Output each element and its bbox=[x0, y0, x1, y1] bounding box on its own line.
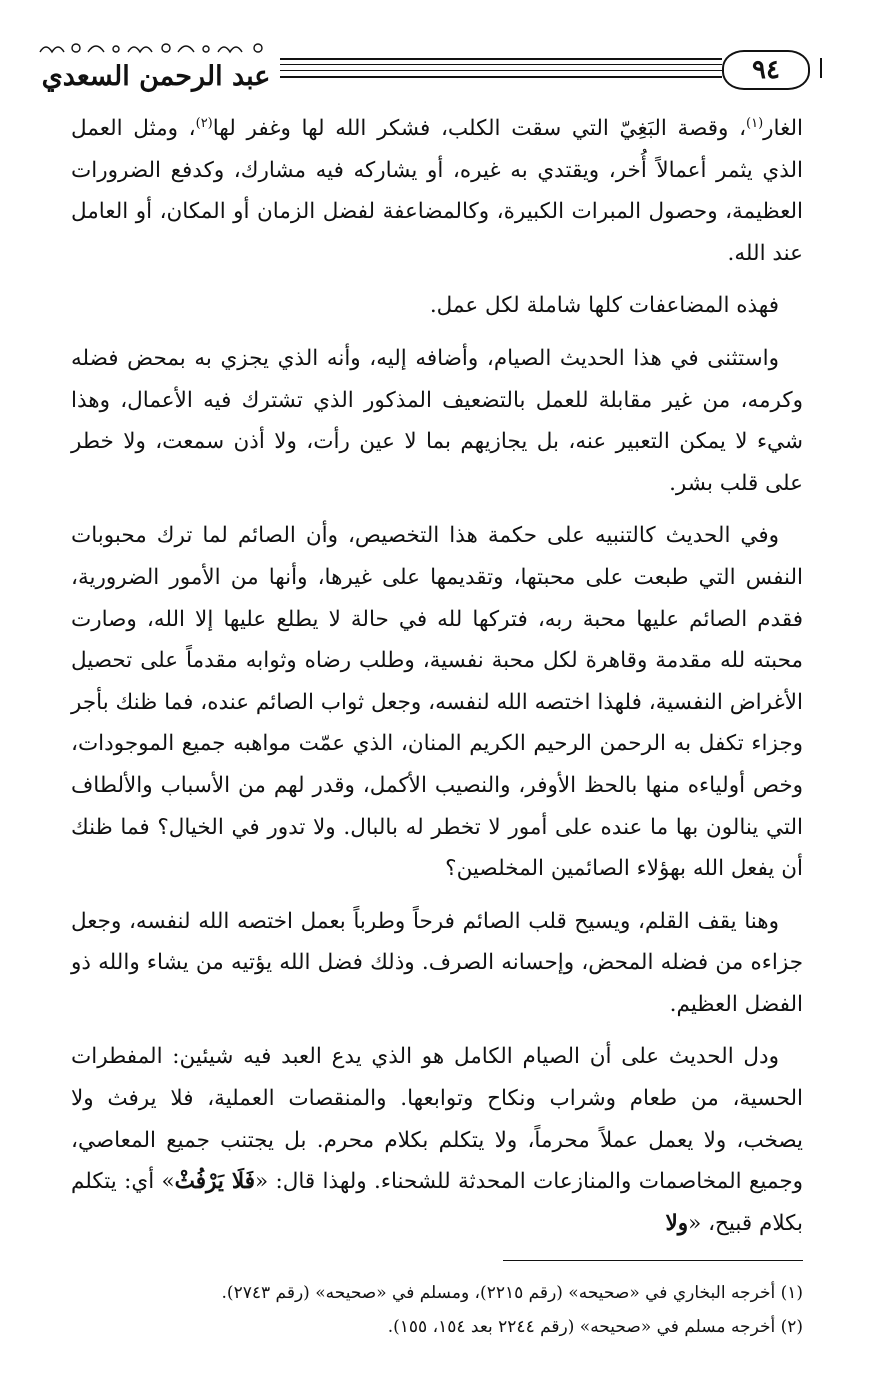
ornament-icon bbox=[36, 40, 276, 56]
paragraph bbox=[71, 901, 803, 1026]
footnote-reference: (٢) bbox=[195, 116, 213, 131]
paragraph-text: ، ومثل العمل الذي يثمر أعمالاً أُخر، ويقتدي به غيره، أو يشاركه فيه مشارك، وكدفع الضرورات العظيمة، وحصول المبرات الكبيرة، وكالمضاعفة لفضل الزمان أو المكان، أو العامل عند الله. bbox=[71, 116, 803, 266]
quran-quote: ولا bbox=[665, 1210, 689, 1236]
footnote-2: (٢) أخرجه مسلم في «صحيحه» (رقم ٢٢٤٤ بعد ١٥٤، ١٥٥). bbox=[387, 1317, 803, 1337]
paragraph-text: ، وقصة البَغِيّ التي سقت الكلب، فشكر الله لها وغفر لها bbox=[212, 116, 747, 141]
header-rule bbox=[280, 58, 722, 60]
header-rule bbox=[280, 64, 722, 65]
author-name: عبد الرحمن السعدي bbox=[41, 61, 271, 92]
page-number-tick bbox=[810, 58, 822, 78]
footnote-reference: (١) bbox=[746, 116, 764, 131]
paragraph-text: واستثنى في هذا الحديث الصيام، وأضافه إليه، وأنه الذي يجزي به بمحض فضله وكرمه، من غير مقابلة للعمل بالتضعيف المذكور الذي تشترك فيه الأعمال، وهذا شيء لا يمكن التعبير عنه، بل يجازيهم بما لا عين رأت، ولا أذن سمعت، ولا خطر على قلب بشر. bbox=[71, 345, 803, 496]
footnotes bbox=[71, 1276, 803, 1344]
paragraph bbox=[71, 338, 803, 504]
footnote-separator bbox=[503, 1260, 803, 1261]
paragraph-text: » أي: يتكلم بكلام قبيح، « bbox=[71, 1169, 803, 1236]
paragraph-text: فهذه المضاعفات كلها شاملة لكل عمل. bbox=[429, 293, 779, 319]
paragraph bbox=[71, 285, 803, 327]
header-rule bbox=[280, 76, 722, 78]
paragraph-text: الغار bbox=[763, 116, 803, 141]
paragraph bbox=[71, 108, 803, 274]
header-rule bbox=[280, 70, 722, 71]
page-header bbox=[30, 40, 840, 100]
author-logo bbox=[30, 40, 280, 96]
body-text bbox=[71, 108, 803, 1244]
page-number: ٩٤ bbox=[722, 50, 810, 90]
paragraph-text: ودل الحديث على أن الصيام الكامل هو الذي يدع العبد فيه شيئين: المفطرات الحسية، من طعام وشراب ونكاح وتوابعها. والمنقصات العملية، فلا يرفث ولا يصخب، ولا يعمل عملاً محرماً، ولا يتكلم بكلام محرم. بل يجتنب جميع المعاصي، وجميع المخاصمات والمنازعات المحدثة للشحناء. ولهذا قال: « bbox=[71, 1044, 804, 1195]
paragraph bbox=[71, 515, 803, 889]
paragraph bbox=[71, 1036, 803, 1244]
paragraph-text: وهنا يقف القلم، ويسيح قلب الصائم فرحاً وطرباً بعمل اختصه الله لنفسه، وجعل جزاءه من فضله المحض، وإحسانه الصرف. وذلك فضل الله يؤتيه من يشاء والله ذو الفضل العظيم. bbox=[71, 908, 803, 1017]
quran-quote: فَلَا يَرْفُثْ bbox=[174, 1169, 256, 1195]
paragraph-text: وفي الحديث كالتنبيه على حكمة هذا التخصيص، وأن الصائم لما ترك محبوبات النفس التي طبعت على محبتها، وتقديمها على غيرها، وأنها من الأمور الضرورية، فقدم الصائم عليها محبة ربه، فتركها لله في حالة لا يطلع عليها إلا الله، وصارت محبته لله مقدمة وقاهرة لكل محبة نفسية، وطلب رضاه وثوابه مقدماً على تحصيل الأغراض النفسية، فلهذا اختصه الله لنفسه، وجعل ثواب الصائم عنده، فما ظنك بأجر وجزاء تكفل به الرحمن الرحيم الكريم المنان، الذي عمّت مواهبه جميع الموجودات، وخص أولياءه منها بالحظ الأوفر، والنصيب الأكمل، وقدر لهم من الأسباب والألطاف التي ينالون بها ما عنده على أمور لا تخطر له بالبال. ولا تدور في الخيال؟ فما ظنك أن يفعل الله بهؤلاء الصائمين المخلصين؟ bbox=[71, 523, 803, 882]
footnote-1: (١) أخرجه البخاري في «صحيحه» (رقم ٢٢١٥)، ومسلم في «صحيحه» (رقم ٢٧٤٣). bbox=[221, 1283, 803, 1303]
